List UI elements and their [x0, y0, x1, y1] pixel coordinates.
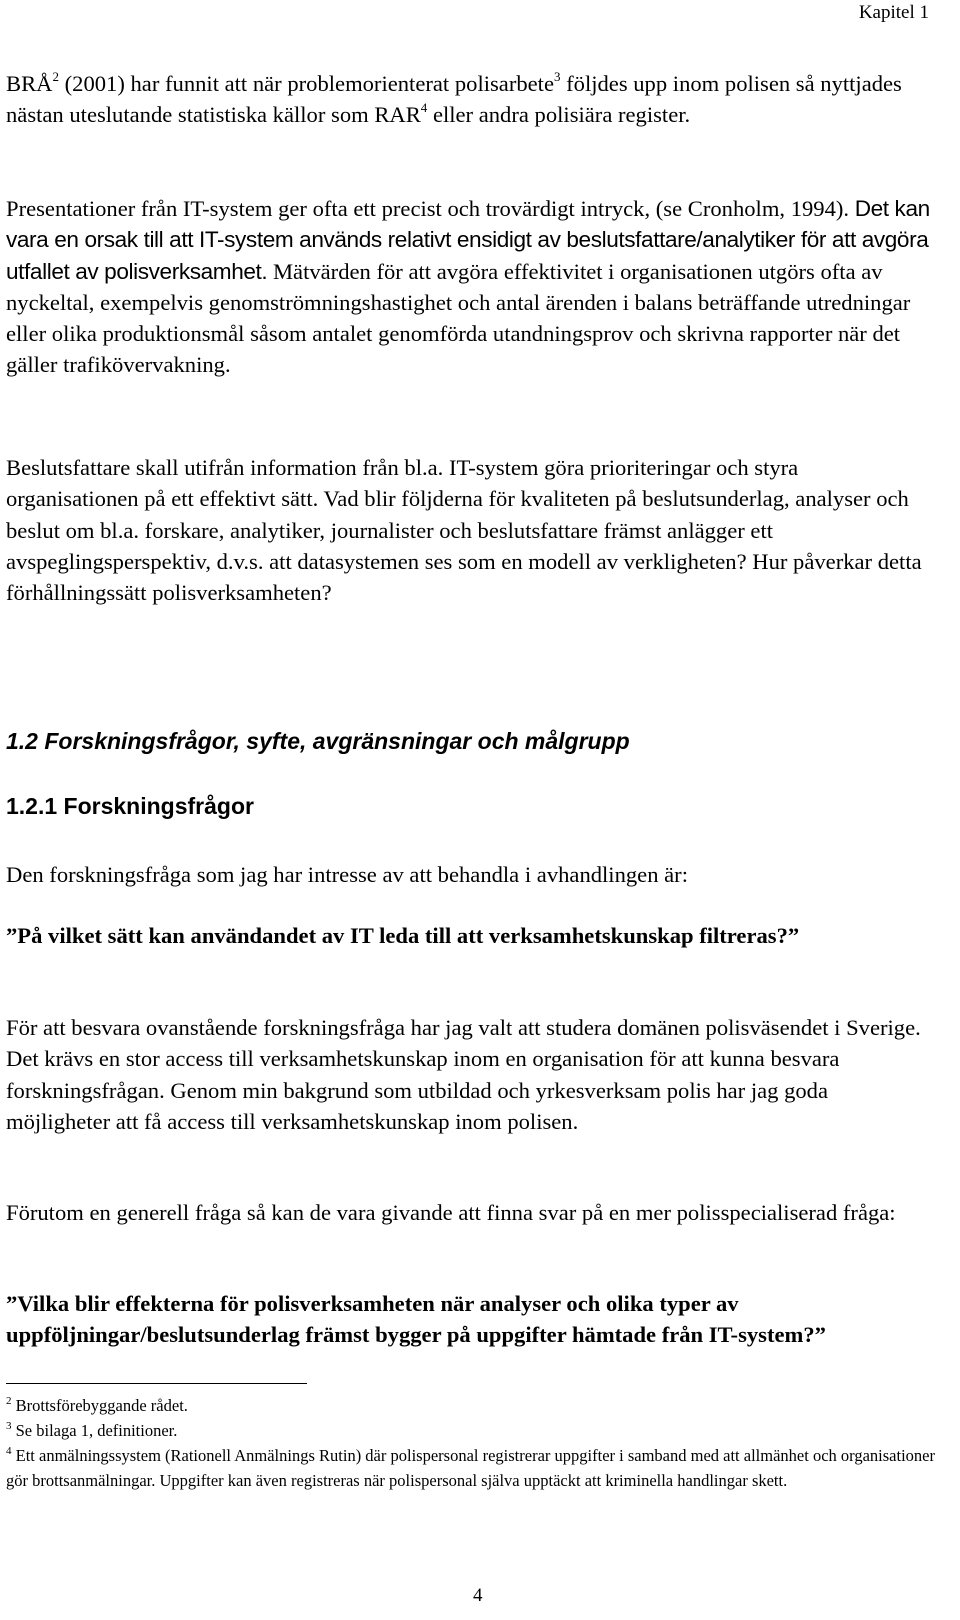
- footnote-4: [6, 1444, 936, 1493]
- section-heading: 1.2 Forskningsfrågor, syfte, avgränsningar och målgrupp: [6, 728, 630, 754]
- specialised-research-question: ”Vilka blir effekterna för polisverksamheten när analyser och olika typer av uppföljningar/beslutsunderlag främst bygger på uppgifter hämtade från IT-system?”: [6, 1291, 826, 1348]
- text: följdes upp inom polisen så nyttjades nästan uteslutande statistiska källor som RAR: [6, 71, 902, 128]
- footnote-ref-3[interactable]: 3: [553, 69, 561, 84]
- footnote-3: [6, 1419, 936, 1444]
- footnote-text: Se bilaga 1, definitioner.: [11, 1421, 178, 1440]
- text: BRÅ: [6, 71, 53, 96]
- text: Presentationer från IT-system ger ofta ett precist och trovärdigt intryck, (se Cronholm, 1994).: [6, 196, 855, 221]
- paragraph-research-question-intro: Den forskningsfråga som jag har intresse av att behandla i avhandlingen är:: [6, 862, 688, 887]
- research-question: ”På vilket sätt kan användandet av IT leda till att verksamhetskunskap filtreras?”: [6, 923, 800, 948]
- paragraph-bra: [6, 68, 934, 131]
- footnote-2: [6, 1394, 936, 1419]
- paragraph-specialised-question-intro: Förutom en generell fråga så kan de vara givande att finna svar på en mer polisspecialiserad fråga:: [6, 1200, 896, 1225]
- footnote-text: Brottsförebyggande rådet.: [11, 1396, 188, 1415]
- paragraph-domain: För att besvara ovanstående forskningsfråga har jag valt att studera domänen polisväsendet i Sverige. Det krävs en stor access till verksamhetskunskap inom en organisation för att kunna besvara forskningsfrågan. Genom min bakgrund som utbildad och yrkesverksam polis har jag goda möjligheter att få access till verksamhetskunskap inom polisen.: [6, 1015, 921, 1134]
- footnote-ref-4[interactable]: 4: [420, 100, 428, 116]
- text: Mätvärden för att avgöra effektivitet i organisationen utgörs ofta av nyckeltal, exempelvis genomströmningshastighet och antal ärenden i balans beträffande utredningar eller olika produktionsmål såsom antalet genomförda utandningsprov och skrivna rapporter när det gäller trafikövervakning.: [6, 258, 911, 378]
- footnote-separator: [6, 1383, 307, 1384]
- footnote-number: 2: [6, 1395, 12, 1407]
- paragraph-decision-makers: Beslutsfattare skall utifrån information från bl.a. IT-system göra prioriteringar och styra organisationen på ett effektivt sätt. Vad blir följderna för kvaliteten på beslutsunderlag, analyser och beslut om bl.a. forskare, analytiker, journalister och beslutsfattare främst anlägger ett avspeglingsperspektiv, d.v.s. att datasystemen ses som en modell av verkligheten? Hur påverkar detta förhållningssätt polisverksamheten?: [6, 455, 922, 606]
- text: eller andra polisiära register.: [427, 102, 691, 128]
- subsection-heading: 1.2.1 Forskningsfrågor: [6, 793, 254, 819]
- footnote-ref-2[interactable]: 2: [52, 69, 59, 84]
- footnote-number: 4: [6, 1445, 12, 1457]
- text: Det kan vara en orsak till att IT-system används relativt ensidigt av beslutsfattare/analytiker för att avgöra utfallet av polisverksamhet.: [6, 196, 930, 284]
- footnote-number: 3: [6, 1420, 12, 1432]
- footnote-text: Ett anmälningssystem (Rationell Anmälnings Rutin) där polispersonal registrerar uppgifter i samband med att allmänhet och organisationer gör brottsanmälningar. Uppgifter kan även registreras när polispersonal själva upptäckt att kriminella handlingar skett.: [6, 1446, 935, 1490]
- page-number: 4: [473, 1585, 483, 1606]
- running-head: Kapitel 1: [858, 2, 929, 23]
- text: (2001) har funnit att när problemorienterat polisarbete: [58, 71, 554, 96]
- paragraph-presentations: [6, 193, 934, 381]
